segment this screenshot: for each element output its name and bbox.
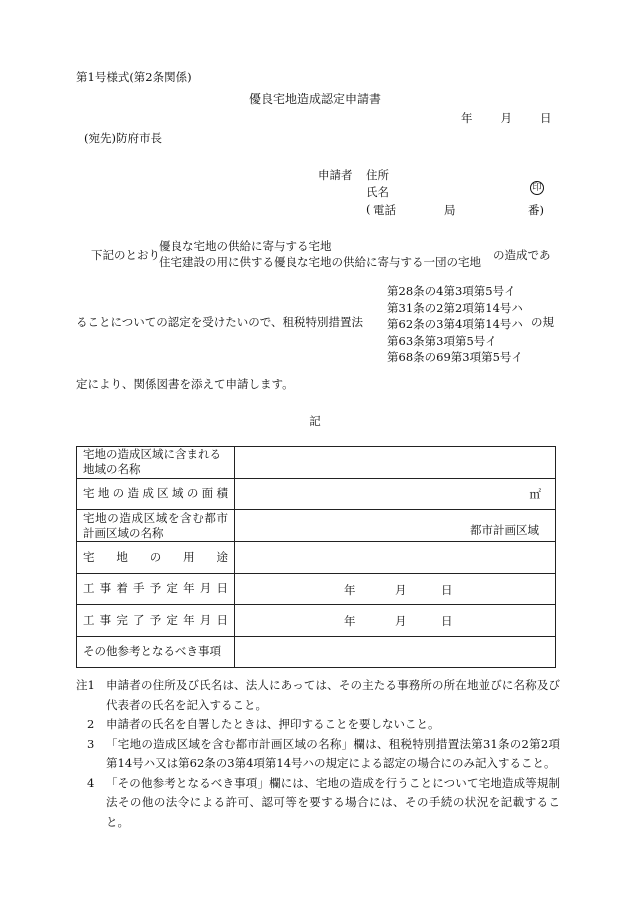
area-size-field[interactable] xyxy=(235,478,556,510)
table-row xyxy=(77,605,556,637)
seal-icon: 印 xyxy=(530,181,544,195)
completion-year: 年 xyxy=(344,614,356,629)
document-title: 優良宅地造成認定申請書 xyxy=(248,92,381,106)
note-text: 申請者の氏名を自署したときは、押印することを要しないこと。 xyxy=(106,717,440,731)
number-label: 番) xyxy=(528,203,544,217)
application-date xyxy=(461,110,552,126)
name-label: 氏名 xyxy=(366,185,389,199)
note-mark: 注1 xyxy=(76,678,95,692)
paragraph-1-start: 下記のとおり xyxy=(91,248,160,262)
start-month: 月 xyxy=(395,582,407,597)
law-article: 第63条第3項第5号イ xyxy=(387,333,497,348)
phone-open-paren: ( xyxy=(366,202,371,216)
bureau-label: 局 xyxy=(444,203,456,217)
city-planning-field[interactable] xyxy=(235,510,556,542)
law-article: 第62条の3第4項第14号ハ xyxy=(387,317,523,331)
form-number: 第1号様式(第2条関係) xyxy=(76,70,192,84)
table-row xyxy=(77,542,556,574)
note-item xyxy=(76,774,560,833)
table-row xyxy=(77,510,556,542)
row-label-area-name: 宅地の造成区域に含まれる地域の名称 xyxy=(77,447,235,479)
law-article: 第68条の69第3項第5号イ xyxy=(387,350,523,364)
row-label-other-notes: その他参考となるべき事項 xyxy=(77,636,235,668)
paragraph-3: 定により、関係図書を添えて申請します。 xyxy=(76,377,294,391)
note-text: 「その他参考となるべき事項」欄には、宅地の造成を行うことについて宅地造成等規制法その他の法令による許可、認可等を要する場合には、その手続の状況を記載すること。 xyxy=(106,775,560,829)
row-label-start-date: 工事着手予定年月日 xyxy=(77,573,235,605)
paragraph-1-option-1: 優良な宅地の供給に寄与する宅地 xyxy=(159,239,332,253)
note-mark: 4 xyxy=(87,775,95,790)
paragraph-1-end: の造成であ xyxy=(493,248,551,262)
note-item xyxy=(76,676,560,715)
application-details-table xyxy=(76,446,556,668)
law-article: 第31条の2第2項第14号ハ xyxy=(387,300,523,315)
square-meter-unit: ㎡ xyxy=(529,486,541,501)
land-use-field[interactable] xyxy=(235,542,556,574)
start-year: 年 xyxy=(344,582,356,597)
date-month: 月 xyxy=(500,111,512,125)
table-row xyxy=(77,447,556,479)
paragraph-1-option-2: 住宅建設の用に供する優良な宅地の供給に寄与する一団の宅地 xyxy=(159,255,481,269)
note-item xyxy=(76,735,560,774)
address-label: 住所 xyxy=(366,168,389,182)
phone-label: 電話 xyxy=(373,203,396,217)
completion-month: 月 xyxy=(395,614,407,629)
paragraph-2-end: の規 xyxy=(531,315,554,329)
note-text: 「宅地の造成区域を含む都市計画区域の名称」欄は、租税特別措置法第31条の2第2項第14号ハ又は第62条の3第4項第14号ハの規定による認定の場合にのみ記入すること。 xyxy=(106,736,560,770)
city-planning-unit: 都市計画区域 xyxy=(470,523,539,537)
start-date-field[interactable] xyxy=(235,573,556,605)
row-label-area-size: 宅地の造成区域の面積 xyxy=(77,478,235,510)
date-year: 年 xyxy=(461,111,473,125)
law-article-list xyxy=(387,283,523,366)
law-article: 第28条の4第3項第5号イ xyxy=(387,284,516,298)
notes-section xyxy=(76,676,560,832)
note-text: 申請者の住所及び氏名は、法人にあっては、その主たる事務所の所在地並びに名称及び代表者の氏名を記入すること。 xyxy=(106,678,560,712)
area-name-field[interactable] xyxy=(235,447,556,479)
paragraph-2-start: ることについての認定を受けたいので、租税特別措置法 xyxy=(76,315,364,329)
row-label-land-use: 宅地の用途 xyxy=(77,542,235,574)
completion-date-field[interactable] xyxy=(235,605,556,637)
completion-day: 日 xyxy=(441,614,453,629)
note-mark: 2 xyxy=(87,717,95,731)
row-label-completion-date: 工事完了予定年月日 xyxy=(77,605,235,637)
table-row xyxy=(77,478,556,510)
note-mark: 3 xyxy=(87,736,95,751)
table-row xyxy=(77,636,556,668)
ki-heading: 記 xyxy=(309,414,321,428)
other-notes-field[interactable] xyxy=(235,636,556,668)
start-day: 日 xyxy=(441,582,453,597)
row-label-city-planning: 宅地の造成区域を含む都市計画区域の名称 xyxy=(77,510,235,542)
table-row xyxy=(77,573,556,605)
applicant-label: 申請者 xyxy=(318,168,353,182)
date-day: 日 xyxy=(540,111,552,125)
addressee: (宛先)防府市長 xyxy=(84,131,162,145)
note-item xyxy=(76,715,560,735)
